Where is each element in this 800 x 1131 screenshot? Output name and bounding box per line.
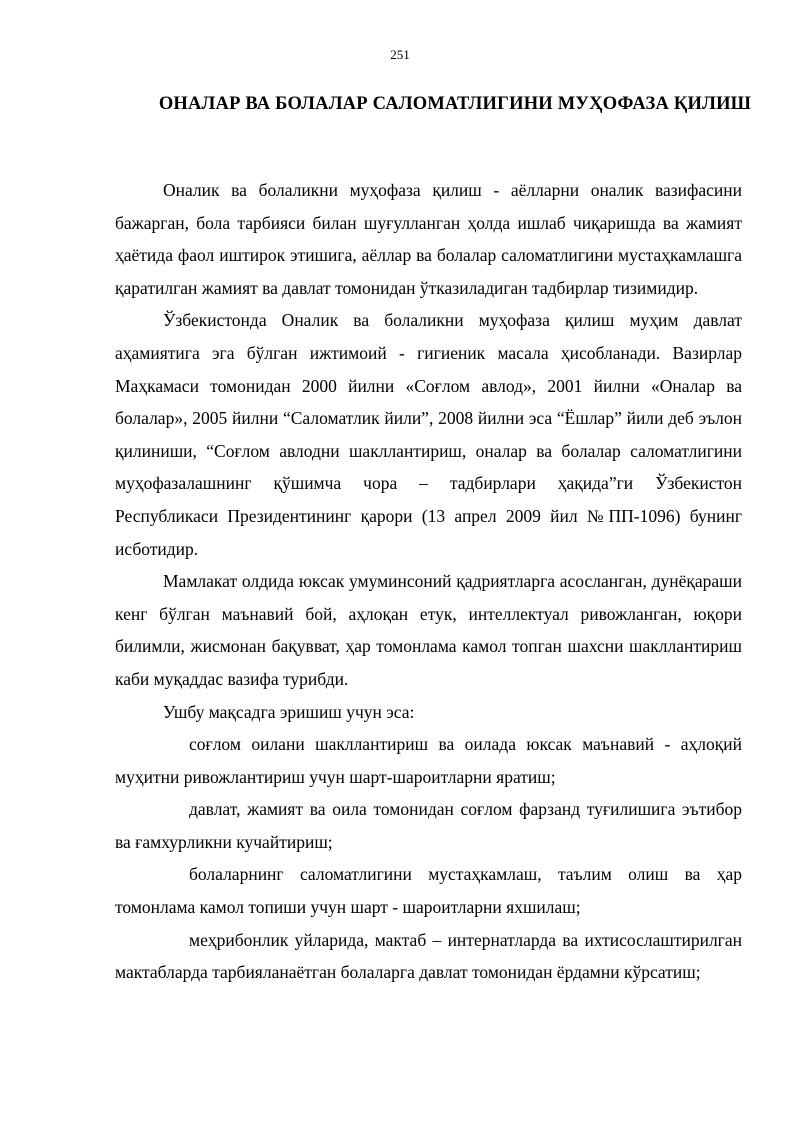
- list-item: меҳрибонлик уйларида, мактаб – интернатларда ва ихтисослаштирилган мактабларда тарбияланаётган болаларга давлат томонидан ёрдамни кўрсатиш;: [115, 929, 742, 983]
- paragraph-definition: Оналик ва болаликни муҳофаза қилиш - аёлларни оналик вазифасини бажарган, бола тарбияси билан шуғулланган ҳолда ишлаб чиқаришда ва жамият ҳаётида фаол иштирок этишига, аёллар ва болалар саломатлигини мустаҳкамлашга қаратилган жамият ва давлат томонидан ўтказиладиган тадбирлар тизимидир.: [115, 180, 742, 298]
- document-body: [115, 174, 742, 989]
- paragraph-goal-intro: Ушбу мақсадга эришиш учун эса:: [163, 701, 415, 722]
- list-item: давлат, жамият ва оила томонидан соғлом фарзанд туғилишига эътибор ва ғамхурликни кучайтириш;: [115, 799, 742, 852]
- paragraph-task: Мамлакат олдида юксак умуминсоний қадриятларга асосланган, дунёқараши кенг бўлган маънавий бой, аҳлоқан етук, интеллектуал ривожланган, юқори билимли, жисмонан бақувват, ҳар томонлама камол топган шахсни шакллантириш каби муқаддас вазифа турибди.: [115, 571, 742, 689]
- list-item: болаларнинг саломатлигини мустаҳкамлаш, таълим олиш ва ҳар томонлама камол топиши учун шарт - шароитларни яхшилаш;: [115, 864, 742, 918]
- page-title: ОНАЛАР ВА БОЛАЛАР САЛОМАТЛИГИНИ МУҲОФАЗА ҚИЛИШ: [158, 94, 752, 114]
- paragraph-uzbekistan: Ўзбекистонда Оналик ва болаликни муҳофаза қилиш муҳим давлат аҳамиятига эга бўлган ижтимоий - гигиеник масала ҳисобланади. Вазирлар Маҳкамаси томонидан 2000 йилни «Соғлом авлод», 2001 йилни «Оналар ва болалар», 2005 йилни “Саломатлик йили”, 2008 йилни эса “Ёшлар” йили деб эълон қилиниши, “Соғлом авлодни шакллантириш, оналар ва болалар саломатлигини муҳофазалашнинг қўшимча чора – тадбирлари ҳақида”ги Ўзбекистон Республикаси Президентининг қарори (13 апрел 2009 йил №ПП-1096) бунинг исботидир.: [115, 310, 742, 559]
- page-number: 251: [390, 47, 410, 62]
- list-item: соғлом оилани шакллантириш ва оилада юксак маънавий - аҳлоқий муҳитни ривожлантириш учун шарт-шароитларни яратиш;: [115, 734, 742, 787]
